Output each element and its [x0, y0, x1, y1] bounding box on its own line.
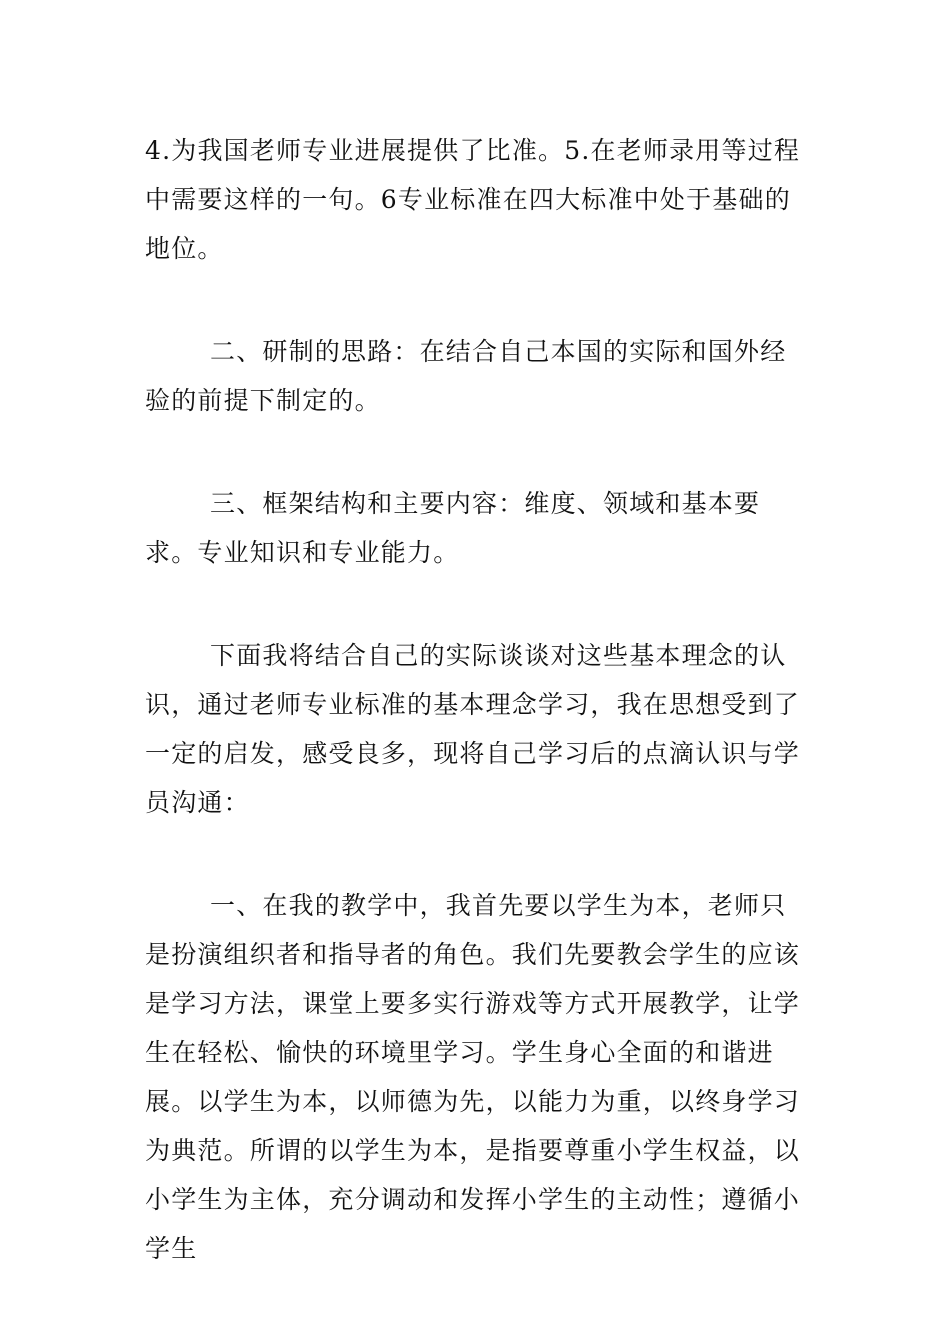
paragraph-gap — [145, 425, 810, 479]
paragraph-research-approach: 二、研制的思路：在结合自己本国的实际和国外经验的前提下制定的。 — [145, 337, 787, 415]
paragraph-gap — [145, 273, 810, 327]
paragraph-student-centered: 一、在我的教学中，我首先要以学生为本，老师只是扮演组织者和指导者的角色。我们先要教会学生的应该是学习方法，课堂上要多实行游戏等方式开展教学，让学生在轻松、愉快的环境里学习。学生身心全面的和谐进展。以学生为本，以师德为先，以能力为重，以终身学习为典范。所谓的以学生为本，是指要尊重小学生权益，以小学生为主体，充分调动和发挥小学生的主动性；遵循小学生 — [145, 891, 801, 1263]
paragraph-personal-understanding: 下面我将结合自己的实际谈谈对这些基本理念的认识，通过老师专业标准的基本理念学习，我在思想受到了一定的启发，感受良多，现将自己学习后的点滴认识与学员沟通： — [145, 641, 801, 817]
paragraph-gap — [145, 577, 810, 631]
paragraph-gap — [145, 827, 810, 881]
document-body — [145, 126, 810, 1273]
paragraph-framework-structure: 三、框架结构和主要内容：维度、领域和基本要求。专业知识和专业能力。 — [145, 489, 761, 567]
paragraph-standards-role: 4.为我国老师专业进展提供了比准。5.在老师录用等过程中需要这样的一句。6专业标准在四大标准中处于基础的地位。 — [145, 136, 801, 263]
